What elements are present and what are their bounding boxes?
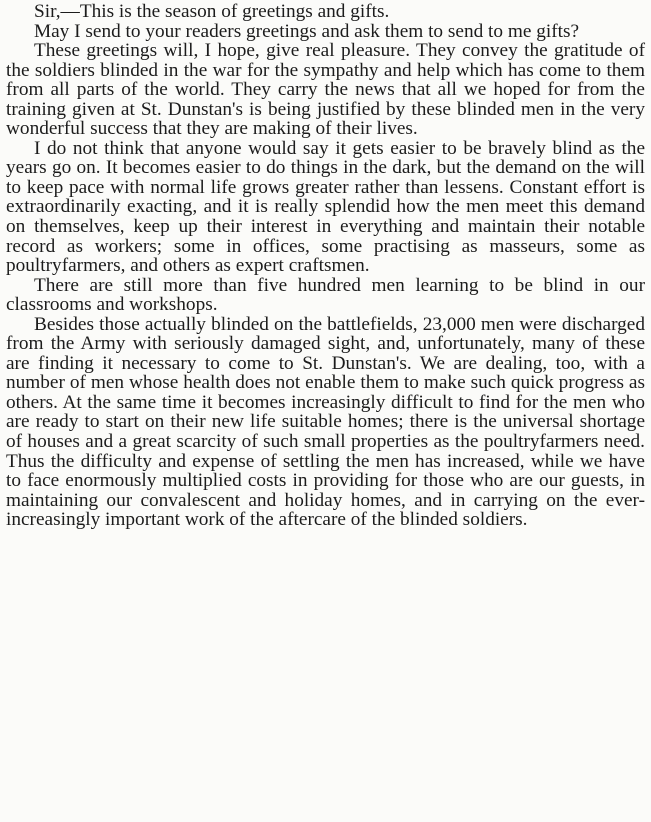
letter-paragraph: These greetings will, I hope, give real pleasure. They convey the gratitude of the soldiers blinded in the war for the sympathy and help which has come to them from all parts of the world. They carry the news that all we hoped for from the training given at St. Dunstan's is being justified by these blinded men in the very wonderful success that they are making of their lives. <box>6 40 645 140</box>
letter-paragraph: Besides those actually blinded on the battlefields, 23,000 men were discharged from the Army with seriously damaged sight, and, unfortunately, many of these are finding it necessary to come to St. Dunstan's. We are dealing, too, with a number of men whose health does not enable them to make such quick progress as others. At the same time it becomes increasingly difficult to find for the men who are ready to start on their new life suitable homes; there is the universal shortage of houses and a great scarcity of such small properties as the poultryfarmers need. Thus the difficulty and expense of settling the men has increased, while we have to face enormously multiplied costs in providing for those who are our guests, in maintaining our convalescent and holiday homes, and in carrying on the ever-increasingly important work of the aftercare of the blinded soldiers. <box>6 313 645 531</box>
letter-paragraph: There are still more than five hundred men learning to be blind in our classrooms and workshops. <box>6 274 645 316</box>
letter-paragraph: Sir,—This is the season of greetings and gifts. <box>33 1 390 22</box>
letter-paragraph: I do not think that anyone would say it gets easier to be bravely blind as the years go on. It becomes easier to do things in the dark, but the demand on the will to keep pace with normal life grows greater rather than lessens. Constant effort is extraordinarily exacting, and it is really splendid how the men meet this demand on themselves, keep up their interest in everything and maintain their notable record as workers; some in offices, some practising as masseurs, some as poultryfarmers, and others as expert craftsmen. <box>6 137 645 277</box>
letter-paragraph: May I send to your readers greetings and ask them to send to me gifts? <box>33 20 580 42</box>
